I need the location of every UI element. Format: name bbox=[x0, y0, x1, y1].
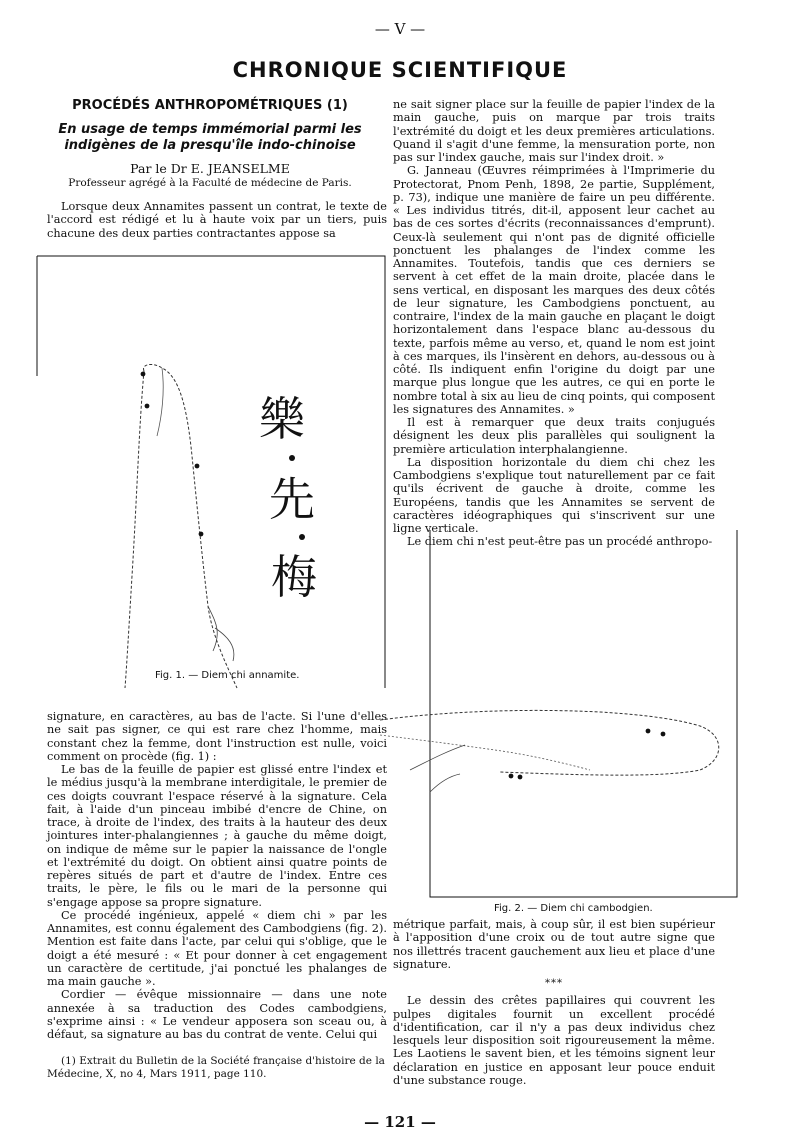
left-paragraph-1: signature, en caractères, au bas de l'acte. Si l'une d'elles ne sait pas signer, ce qui est rare chez l'homme, mais constant chez la femme, dont l'instruction est nulle, voici comment on procède (fig. 1) : bbox=[47, 710, 387, 763]
left-paragraph-2: Le bas de la feuille de papier est glissé entre l'index et le médius jusqu'à la membrane interdigitale, le premier de ces doigts couvrant l'espace réservé à la signature. Cela fait, à l'aide d'un pinceau imbibé d'encre de Chine, on trace, à droite de l'index, des traits à la hauteur des deux jointures inter-phalangiennes ; à gauche du même doigt, on indique de même sur le papier la naissance de l'ongle et l'extrémité du doigt. On obtient ainsi quatre points de repères situés de part et d'autre de l'index. Entre ces traits, le père, le fils ou le mari de la personne qui s'engage appose sa propre signature. bbox=[47, 763, 387, 909]
character-2: 先 bbox=[269, 472, 315, 526]
chronicle-title: CHRONIQUE SCIENTIFIQUE bbox=[232, 58, 568, 82]
left-paragraph-3: Ce procédé ingénieux, appelé « diem chi » par les Annamites, est connu également des Cambodgiens (fig. 2). Mention est faite dans l'acte, par celui qui s'oblige, que le doigt a été mesuré : « Et pour donner à cet engagement un caractère de certitude, j'ai ponctué les phalanges de ma main gauche ». bbox=[47, 908, 387, 988]
mark-bottom-2 bbox=[518, 775, 523, 780]
asterism-separator: *** bbox=[545, 978, 563, 989]
right-column-top bbox=[393, 98, 715, 549]
figure-2-drawing bbox=[380, 530, 740, 920]
page-number: — 121 — bbox=[364, 1113, 436, 1131]
figure-2-frame bbox=[430, 530, 737, 897]
right-paragraph-1: ne sait signer place sur la feuille de papier l'index de la main gauche, puis on marque par trois traits l'extrémité du doigt et les deux premières articulations. Quand il s'agit d'une femme, la mensuration porte, non pas sur l'index gauche, mais sur l'index droit. » bbox=[393, 98, 715, 164]
finger-outline bbox=[144, 364, 237, 688]
character-3: 梅 bbox=[271, 550, 317, 604]
footnote: (1) Extrait du Bulletin de la Société française d'histoire de la Médecine, X, no 4, Mars 1911, page 110. bbox=[47, 1055, 385, 1080]
figure-1 bbox=[37, 256, 385, 688]
subtitle bbox=[40, 122, 380, 154]
figure-1-caption: Fig. 1. — Diem chi annamite. bbox=[155, 670, 300, 681]
figure-2-caption: Fig. 2. — Diem chi cambodgien. bbox=[494, 903, 653, 914]
affiliation: Professeur agrégé à la Faculté de médecine de Paris. bbox=[68, 177, 352, 189]
mark-joint-right-1 bbox=[195, 464, 200, 469]
section-title: PROCÉDÉS ANTHROPOMÉTRIQUES (1) bbox=[72, 98, 348, 113]
right-column-bottom bbox=[393, 918, 715, 1087]
character-1: 樂 bbox=[259, 392, 305, 446]
character-dot-1 bbox=[289, 455, 295, 461]
left-intro bbox=[47, 200, 387, 240]
figure-1-drawing bbox=[37, 256, 385, 688]
mark-joint-right-2 bbox=[199, 532, 204, 537]
finger-outline-horizontal bbox=[380, 710, 719, 775]
left-intro-paragraph: Lorsque deux Annamites passent un contrat, le texte de l'accord est rédigé et lu à haute voix par un tiers, puis chacune des deux parties contractantes appose sa bbox=[47, 200, 387, 240]
mark-top-2 bbox=[661, 732, 666, 737]
left-column-body bbox=[47, 710, 387, 1041]
subtitle-line-2: indigènes de la presqu'île indo-chinoise bbox=[64, 138, 356, 153]
mark-top-1 bbox=[646, 729, 651, 734]
right-paragraph-3: Il est à remarquer que deux traits conjugués désignent les deux plis parallèles qui soulignent la première articulation interphalangienne. bbox=[393, 416, 715, 456]
byline: Par le Dr E. JEANSELME bbox=[130, 161, 290, 176]
right-paragraph-6: métrique parfait, mais, à coup sûr, il est bien supérieur à l'apposition d'une croix ou de tout autre signe que nos illettrés tracent gauchement aux lieu et place d'une signature. bbox=[393, 918, 715, 971]
right-paragraph-2: G. Janneau (Œuvres réimprimées à l'Imprimerie du Protectorat, Pnom Penh, 1898, 2e partie, Supplément, p. 73), indique une manière de faire un peu différente. « Les individus titrés, dit-il, apposent leur cachet au bas de ces sortes d'écrits (reconnaissances d'emprunt). Ceux-là seulement qui n'ont pas de dignité officielle ponctuent les phalanges de l'index comme les Annamites. Toutefois, tandis que ces derniers se servent à cet effet de la main droite, placée dans le sens vertical, en disposant les marques des deux côtés de leur signature, les Cambodgiens ponctuent, au contraire, l'index de la main gauche en plaçant le doigt horizontalement dans l'espace blanc au-dessous du texte, parfois même au verso, et, quand le nom est joint à ces marques, ils l'insèrent en dehors, au-dessous ou à côté. Ils indiquent enfin l'origine du doigt par une marque plus longue que les autres, ce qui en porte le nombre total à six au lieu de cinq points, qui composent les signatures des Annamites. » bbox=[393, 164, 715, 416]
right-paragraph-7: Le dessin des crêtes papillaires qui couvrent les pulpes digitales fournit un excellent procédé d'identification, car il n'y a pas deux individus chez lesquels leur disposition soit rigoureusement la même. Les Laotiens le savent bien, et les témoins signent leur déclaration en justice en apposant leur pouce enduit d'une substance rouge. bbox=[393, 994, 715, 1087]
mark-tip-left bbox=[145, 404, 150, 409]
subtitle-line-1: En usage de temps immémorial parmi les bbox=[58, 122, 362, 137]
figure-2 bbox=[380, 530, 740, 920]
roman-page-number: — V — bbox=[374, 20, 426, 38]
left-paragraph-4: Cordier — évêque missionnaire — dans une note annexée à sa traduction des Codes cambodgiens, s'exprime ainsi : « Le vendeur apposera son sceau ou, à défaut, sa signature au bas du contrat de vente. Celui qui bbox=[47, 988, 387, 1041]
right-paragraph-5: Le diem chi n'est peut-être pas un procédé anthropo- bbox=[407, 535, 713, 549]
right-paragraph-4: La disposition horizontale du diem chi chez les Cambodgiens s'explique tout naturellement par ce fait qu'ils écrivent de gauche à droite, comme les Européens, tandis que les Annamites se servent de caractères idéographiques qui s'inscrivent sur une ligne verticale. bbox=[393, 455, 715, 535]
character-dot-2 bbox=[299, 534, 305, 540]
mark-nail-left bbox=[141, 372, 146, 377]
mark-bottom-1 bbox=[509, 774, 514, 779]
